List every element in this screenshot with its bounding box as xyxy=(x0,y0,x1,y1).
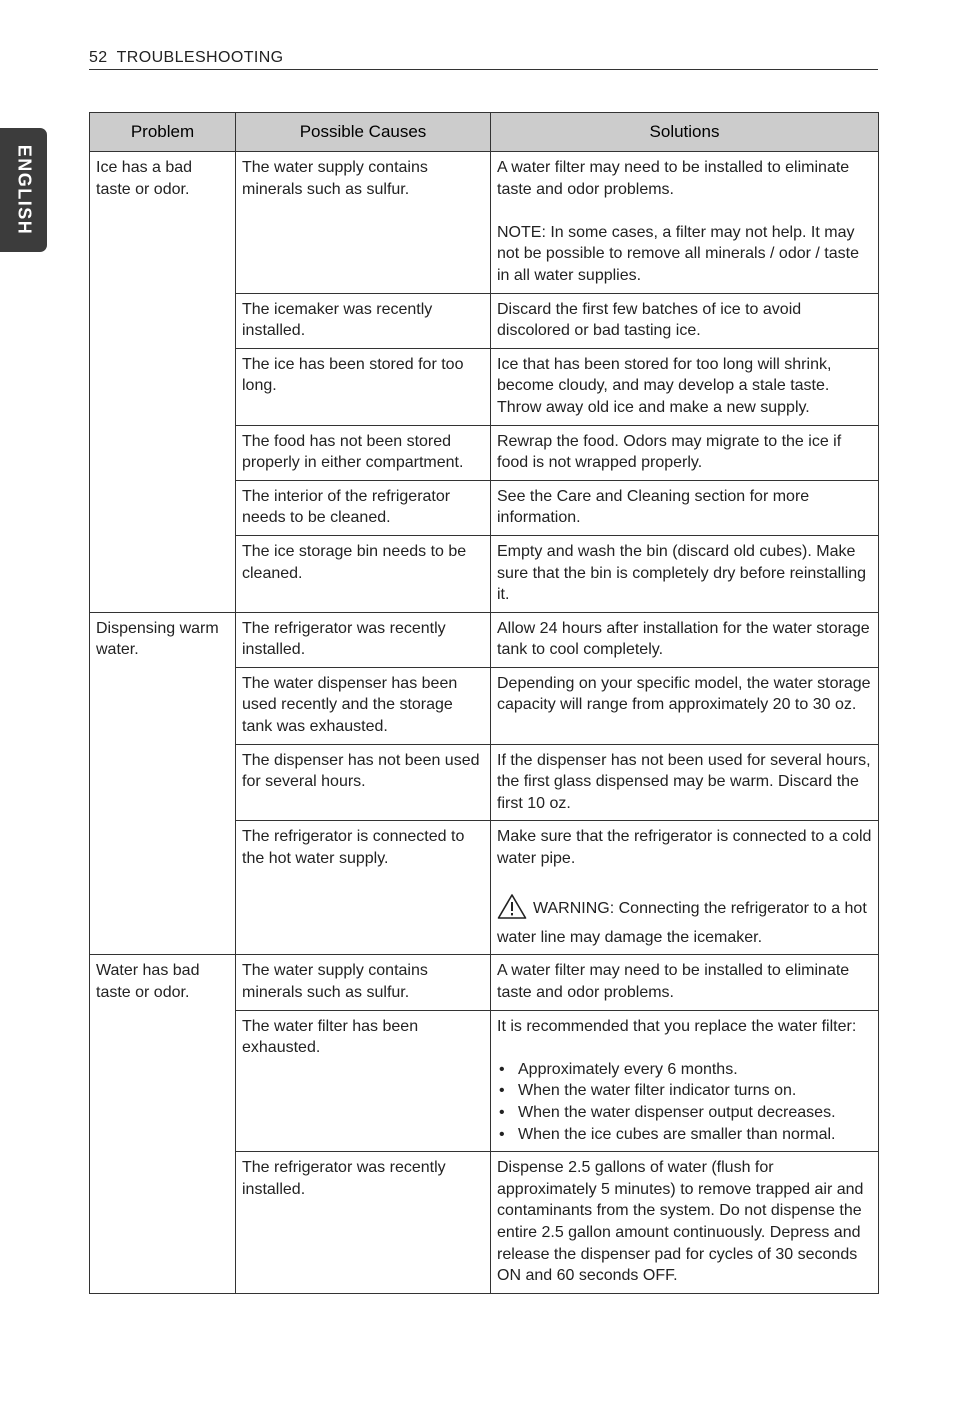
solution-text: A water filter may need to be installed to eliminate taste and odor problems. xyxy=(497,159,850,198)
solution-cell: Discard the first few batches of ice to avoid discolored or bad tasting ice. xyxy=(491,293,879,348)
solution-cell xyxy=(491,821,879,955)
cause-cell: The water dispenser has been used recently and the storage tank was exhausted. xyxy=(236,667,491,744)
warning-block xyxy=(497,893,872,948)
list-item: • When the water dispenser output decreases. xyxy=(497,1102,872,1124)
table-row xyxy=(90,955,879,1010)
warning-text: WARNING: Connecting the refrigerator to a hot water line may damage the icemaker. xyxy=(497,900,867,946)
solution-cell: Dispense 2.5 gallons of water (flush for approximately 5 minutes) to remove trapped air and contaminants from the system. Do not dispense the entire 2.5 gallon amount continuously. Depress and release the dispenser pad for cycles of 30 seconds ON and 60 seconds OFF. xyxy=(491,1152,879,1294)
cause-cell: The food has not been stored properly in either compartment. xyxy=(236,425,491,480)
table-row xyxy=(90,152,879,294)
solution-text: Make sure that the refrigerator is connected to a cold water pipe. xyxy=(497,828,872,868)
solution-cell: Rewrap the food. Odors may migrate to the ice if food is not wrapped properly. xyxy=(491,425,879,480)
solution-cell xyxy=(491,152,879,294)
table-row xyxy=(90,612,879,667)
cause-cell: The ice storage bin needs to be cleaned. xyxy=(236,535,491,612)
problem-cell: Ice has a bad taste or odor. xyxy=(90,152,236,613)
solution-bullet-list xyxy=(497,1059,872,1145)
column-header-problem: Problem xyxy=(90,113,236,152)
problem-cell: Dispensing warm water. xyxy=(90,612,236,955)
solution-cell: See the Care and Cleaning section for more information. xyxy=(491,480,879,535)
page-number: 52 xyxy=(89,49,108,66)
cause-cell: The ice has been stored for too long. xyxy=(236,348,491,425)
cause-cell: The interior of the refrigerator needs to be cleaned. xyxy=(236,480,491,535)
language-tab xyxy=(0,128,47,252)
cause-cell: The water supply contains minerals such as sulfur. xyxy=(236,152,491,294)
solution-text: It is recommended that you replace the water filter: xyxy=(497,1017,857,1035)
solution-cell: Depending on your specific model, the water storage capacity will range from approximately 20 to 30 oz. xyxy=(491,667,879,744)
solution-cell: Ice that has been stored for too long will shrink, become cloudy, and may develop a stale taste. Throw away old ice and make a new supply. xyxy=(491,348,879,425)
list-item: • When the water filter indicator turns on. xyxy=(497,1080,872,1102)
solution-cell xyxy=(491,1010,879,1152)
solution-cell: Allow 24 hours after installation for the water storage tank to cool completely. xyxy=(491,612,879,667)
cause-cell: The water supply contains minerals such as sulfur. xyxy=(236,955,491,1010)
language-tab-label: ENGLISH xyxy=(14,144,34,236)
page-header xyxy=(89,48,878,70)
column-header-solutions: Solutions xyxy=(491,113,879,152)
section-title: TROUBLESHOOTING xyxy=(116,49,284,66)
column-header-causes: Possible Causes xyxy=(236,113,491,152)
table-header-row xyxy=(90,113,879,152)
problem-cell: Water has bad taste or odor. xyxy=(90,955,236,1293)
cause-cell: The refrigerator was recently installed. xyxy=(236,1152,491,1294)
troubleshooting-table xyxy=(89,112,879,1294)
cause-cell: The dispenser has not been used for several hours. xyxy=(236,744,491,821)
warning-triangle-icon xyxy=(497,893,527,927)
solution-note: NOTE: In some cases, a filter may not help. It may not be possible to remove all minerals / odor / taste in all water supplies. xyxy=(497,223,859,284)
cause-cell: The refrigerator was recently installed. xyxy=(236,612,491,667)
solution-cell: If the dispenser has not been used for several hours, the first glass dispensed may be warm. Discard the first 10 oz. xyxy=(491,744,879,821)
cause-cell: The refrigerator is connected to the hot water supply. xyxy=(236,821,491,955)
list-item: • When the ice cubes are smaller than normal. xyxy=(497,1124,872,1146)
solution-cell: A water filter may need to be installed to eliminate taste and odor problems. xyxy=(491,955,879,1010)
cause-cell: The water filter has been exhausted. xyxy=(236,1010,491,1152)
list-item: • Approximately every 6 months. xyxy=(497,1059,872,1081)
cause-cell: The icemaker was recently installed. xyxy=(236,293,491,348)
solution-cell: Empty and wash the bin (discard old cubes). Make sure that the bin is completely dry before reinstalling it. xyxy=(491,535,879,612)
